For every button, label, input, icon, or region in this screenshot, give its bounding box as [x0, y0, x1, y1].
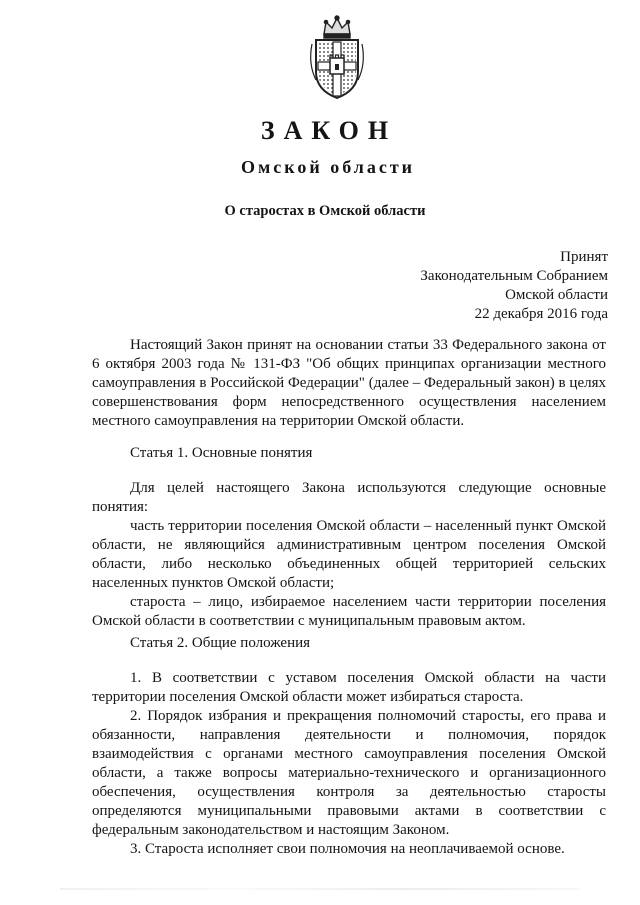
adoption-line: Омской области	[505, 287, 608, 303]
article-2-paragraph: 3. Староста исполняет свои полномочия на неоплачиваемой основе.	[130, 841, 565, 857]
adoption-date: 22 декабря 2016 года	[474, 306, 608, 322]
article-2-paragraph: 2. Порядок избрания и прекращения полномочий старосты, его права и обязанности, направления деятельности и полномочия, порядок взаимодействия с органами местного самоуправления поселения Омской области, а также вопросы материально-технического и организационного обеспечения, осуществления контроля за деятельностью старосты определяются муниципальными правовыми актами в соответствии с федеральным законодательством и настоящим Законом.	[92, 708, 606, 838]
article-1-body	[92, 479, 606, 631]
article-2-paragraph: 1. В соответствии с уставом поселения Омской области на части территории поселения Омской области может избираться староста.	[92, 670, 606, 705]
article-1-heading: Статья 1. Основные понятия	[130, 445, 313, 461]
preamble-paragraph: Настоящий Закон принят на основании статьи 33 Федерального закона от 6 октября 2003 года № 131-ФЗ "Об общих принципах организации местного самоуправления в Российской Федерации" (далее – Федеральный закон) в целях совершенствования форм непосредственного осуществления населением местного самоуправления на территории Омской области.	[92, 337, 606, 429]
law-subject: О старостах в Омской области	[224, 203, 426, 219]
adoption-line: Принят	[560, 249, 608, 265]
region-name: Омской области	[240, 157, 416, 177]
adoption-block	[420, 248, 608, 324]
law-title: ЗАКОН	[260, 116, 398, 145]
scan-artifact-line	[60, 888, 580, 890]
article-2-heading: Статья 2. Общие положения	[130, 635, 311, 651]
article-2-body	[92, 669, 606, 859]
article-1-intro: Для целей настоящего Закона используются следующие основные понятия:	[92, 480, 606, 515]
article-1-definition: часть территории поселения Омской области – населенный пункт Омской области, не являющийся административным центром поселения Омской области, либо несколько объединенных общей территорией сельских населенных пунктов Омской области;	[92, 518, 606, 591]
adoption-line: Законодательным Собранием	[420, 268, 608, 284]
article-1-definition: староста – лицо, избираемое населением части территории поселения Омской области в соответствии с муниципальным правовым актом.	[92, 594, 606, 629]
omsk-oblast-coat-of-arms-icon	[302, 14, 372, 102]
